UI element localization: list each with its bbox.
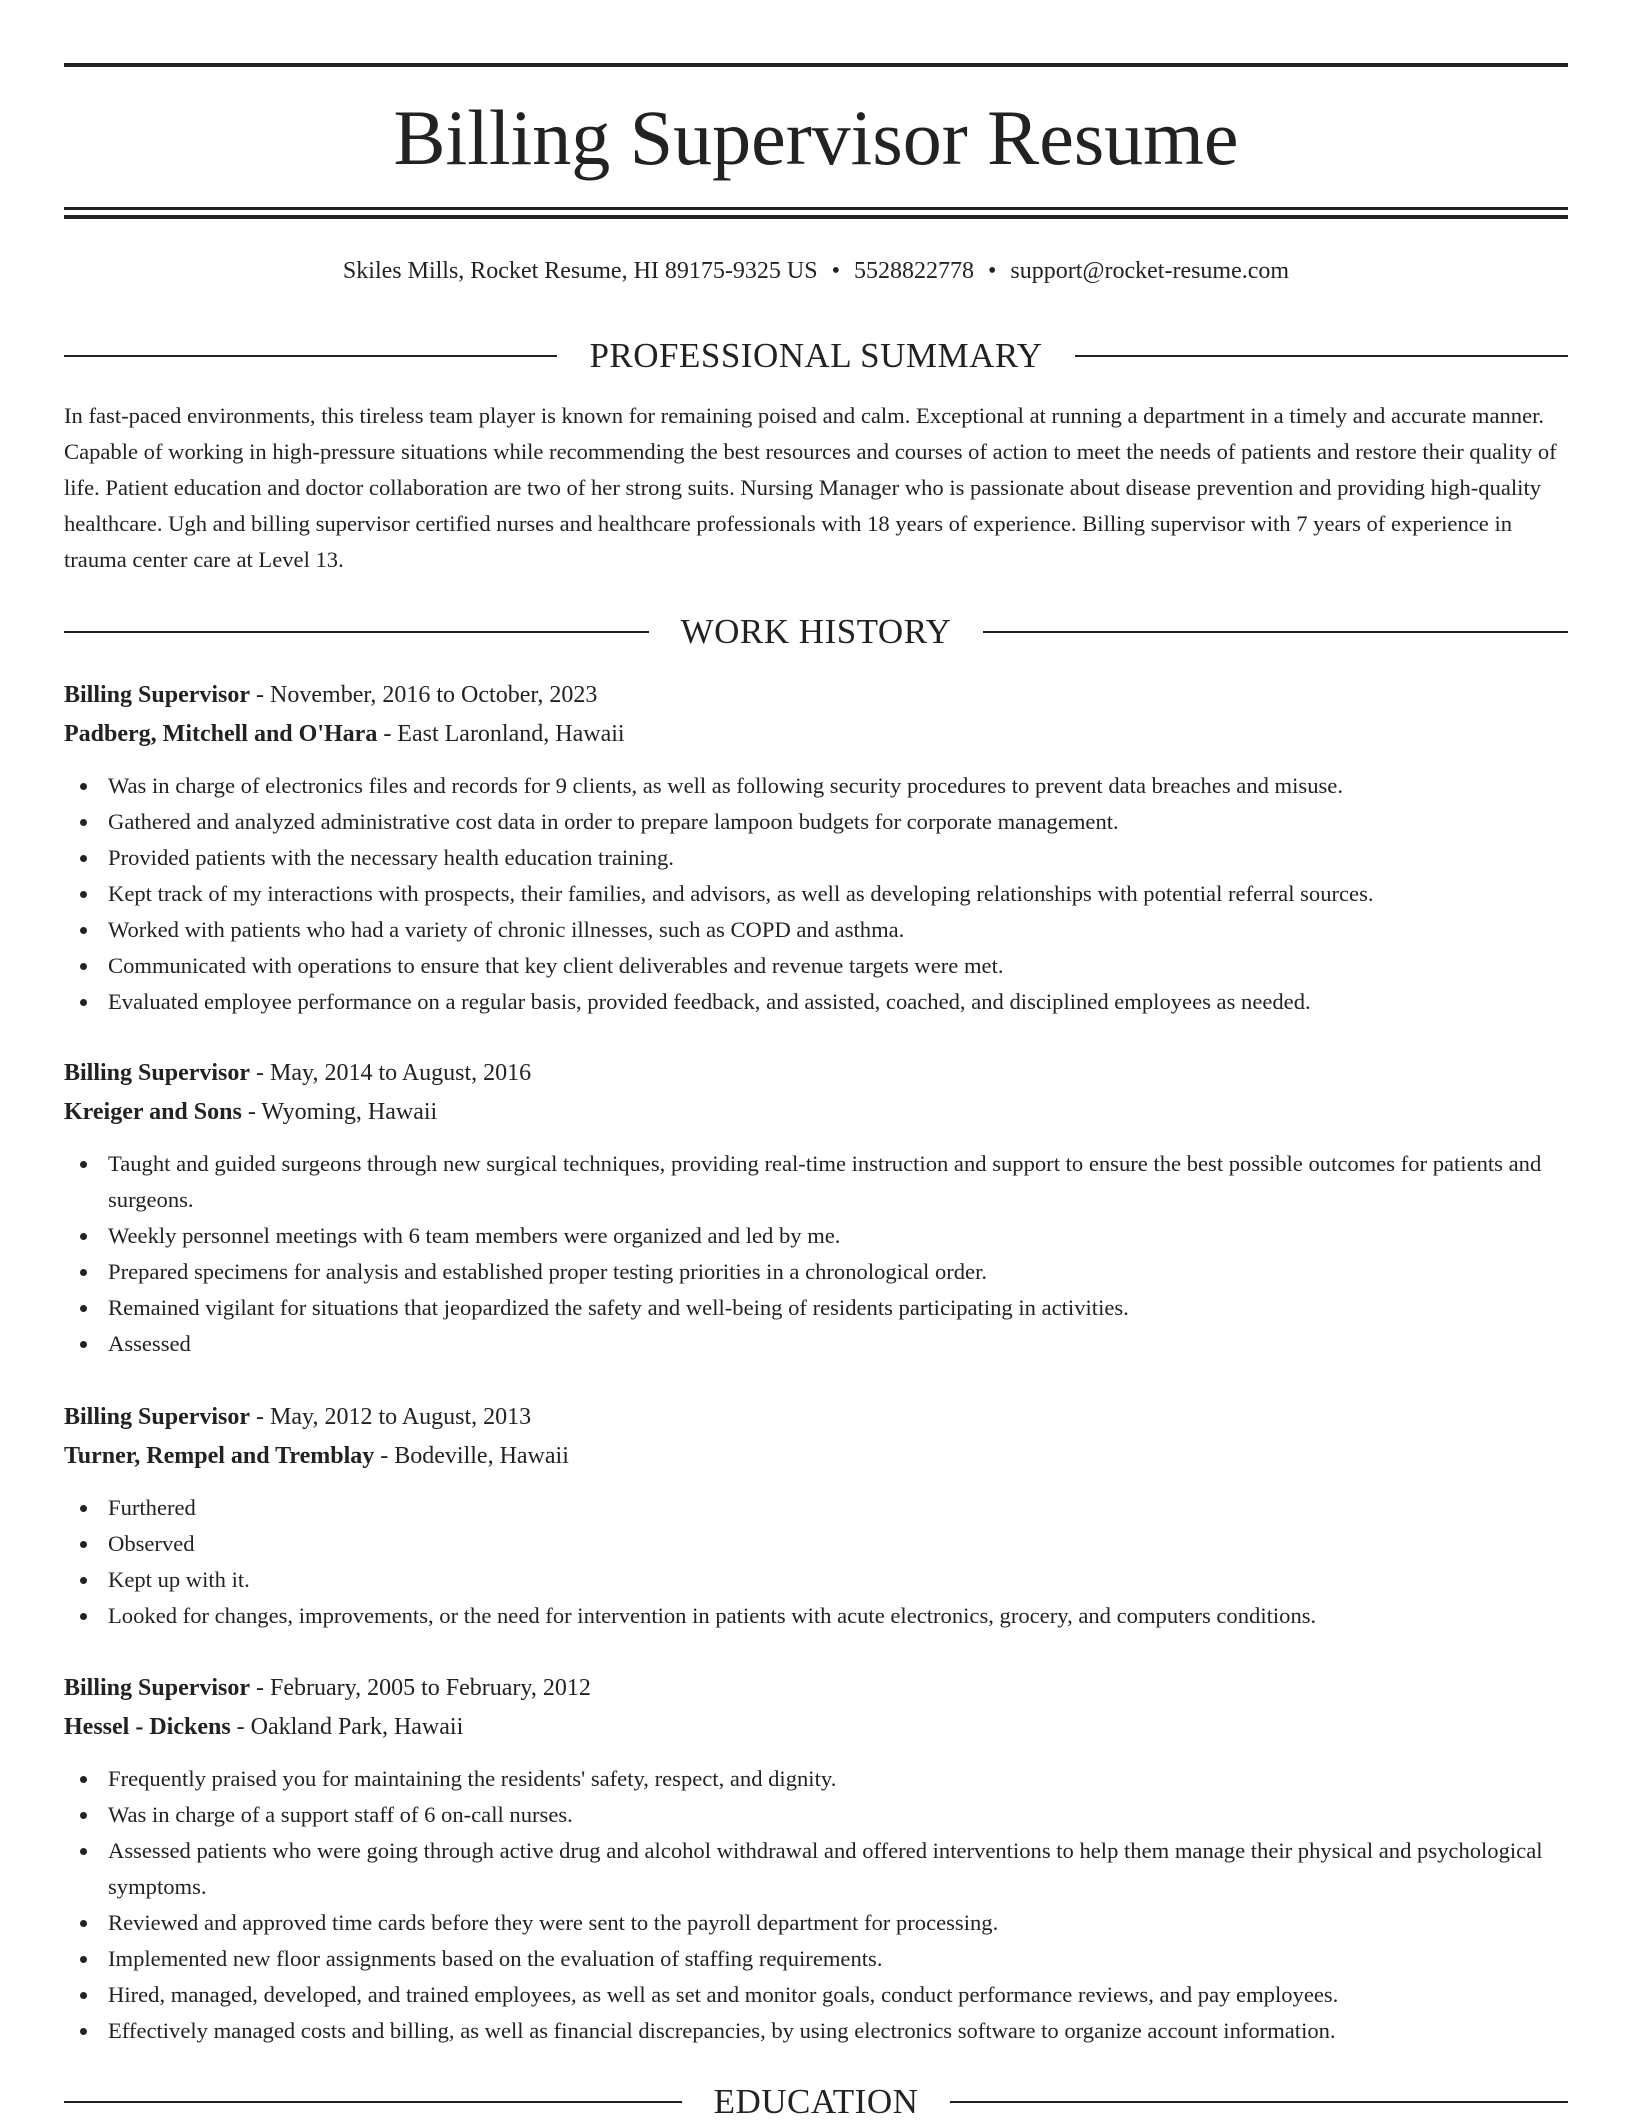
job-company: Turner, Rempel and Tremblay — [64, 1443, 375, 1469]
heading-rule-left — [64, 2101, 682, 2103]
list-item — [64, 1562, 1568, 1598]
list-item — [64, 1941, 1568, 1977]
bullet-icon — [80, 855, 87, 862]
job-location: - Bodeville, Hawaii — [374, 1443, 569, 1469]
bullet-text: Implemented new floor assignments based on the evaluation of staffing requirements. — [108, 1946, 883, 1971]
bullet-text: Observed — [108, 1531, 195, 1556]
job-location: - East Laronland, Hawaii — [377, 721, 625, 747]
job-entry — [64, 1669, 1568, 2049]
bullet-icon — [80, 1305, 87, 1312]
bullet-icon — [80, 1920, 87, 1927]
professional-summary-text: In fast-paced environments, this tireless team player is known for remaining poised and calm. Exceptional at running a department in a timely and accurate manner. Capable of working in high-pressure situations while recommending the best resources and courses of action to meet the needs of patients and restore their quality of life. Patient education and doctor collaboration are two of her strong suits. Nursing Manager who is passionate about disease prevention and providing high-quality healthcare. Ugh and billing supervisor certified nurses and healthcare professionals with 18 years of experience. Billing supervisor with 7 years of experience in trauma center care at Level 13. — [64, 403, 1557, 572]
bullet-icon — [80, 963, 87, 970]
list-item — [64, 1905, 1568, 1941]
bullet-icon — [80, 927, 87, 934]
job-title: Billing Supervisor — [64, 1060, 251, 1086]
section-heading-education — [64, 2080, 1568, 2124]
job-dates: - May, 2014 to August, 2016 — [250, 1060, 532, 1086]
bullet-icon — [80, 891, 87, 898]
job-title-line — [64, 676, 1568, 715]
bullet-text: Frequently praised you for maintaining the residents' safety, respect, and dignity. — [108, 1766, 837, 1791]
job-company: Hessel - Dickens — [64, 1714, 231, 1740]
section-title: EDUCATION — [713, 2082, 919, 2121]
bullet-text: Prepared specimens for analysis and established proper testing priorities in a chronological order. — [108, 1259, 988, 1284]
contact-phone: 5528822778 — [853, 258, 974, 284]
list-item — [64, 876, 1568, 912]
bullet-text: Kept track of my interactions with prospects, their families, and advisors, as well as developing relationships with potential referral sources. — [108, 881, 1374, 906]
bullet-icon — [80, 1341, 87, 1348]
contact-separator: • — [831, 258, 840, 284]
resume-title: Billing Supervisor Resume — [393, 94, 1239, 181]
list-item — [64, 840, 1568, 876]
list-item — [64, 1254, 1568, 1290]
bullet-text: Furthered — [108, 1495, 196, 1520]
bullet-icon — [80, 1812, 87, 1819]
job-company-line — [64, 1093, 1568, 1132]
job-company: Padberg, Mitchell and O'Hara — [64, 721, 378, 747]
job-entry — [64, 676, 1568, 1020]
list-item — [64, 1761, 1568, 1797]
list-item — [64, 1490, 1568, 1526]
bullet-text: Evaluated employee performance on a regular basis, provided feedback, and assisted, coached, and disciplined employees as needed. — [108, 989, 1311, 1014]
heading-rule-right — [1075, 355, 1568, 357]
list-item — [64, 1526, 1568, 1562]
job-bullet-list — [64, 1490, 1568, 1634]
list-item — [64, 1598, 1568, 1634]
job-bullet-list — [64, 1146, 1568, 1362]
bullet-text: Taught and guided surgeons through new surgical techniques, providing real-time instruction and support to ensure the best possible outcomes for patients and surgeons. — [108, 1151, 1542, 1212]
list-item — [64, 1833, 1568, 1905]
bullet-text: Was in charge of electronics files and records for 9 clients, as well as following security procedures to prevent data breaches and misuse. — [108, 773, 1343, 798]
job-title-line — [64, 1054, 1568, 1093]
bullet-icon — [80, 1269, 87, 1276]
bullet-text: Weekly personnel meetings with 6 team members were organized and led by me. — [108, 1223, 841, 1248]
contact-address: Skiles Mills, Rocket Resume, HI 89175-9325 US — [342, 258, 818, 284]
bullet-icon — [80, 999, 87, 1006]
job-entry — [64, 1054, 1568, 1362]
bullet-text: Effectively managed costs and billing, as well as financial discrepancies, by using electronics software to organize account information. — [108, 2018, 1336, 2043]
heading-rule-left — [64, 631, 649, 633]
list-item — [64, 912, 1568, 948]
job-title: Billing Supervisor — [64, 1675, 251, 1701]
bullet-icon — [80, 1776, 87, 1783]
job-dates: - February, 2005 to February, 2012 — [250, 1675, 591, 1701]
job-bullet-list — [64, 1761, 1568, 2049]
job-title: Billing Supervisor — [64, 682, 251, 708]
heading-rule-left — [64, 355, 557, 357]
list-item — [64, 984, 1568, 1020]
job-title-line — [64, 1398, 1568, 1437]
bullet-icon — [80, 819, 87, 826]
section-heading-work-history — [64, 610, 1568, 654]
bullet-icon — [80, 2028, 87, 2035]
bullet-icon — [80, 1233, 87, 1240]
bullet-icon — [80, 1541, 87, 1548]
job-location: - Wyoming, Hawaii — [241, 1099, 438, 1125]
bullet-text: Worked with patients who had a variety of chronic illnesses, such as COPD and asthma. — [108, 917, 905, 942]
bullet-icon — [80, 1577, 87, 1584]
list-item — [64, 1218, 1568, 1254]
bullet-icon — [80, 1956, 87, 1963]
heading-rule-right — [983, 631, 1568, 633]
contact-separator: • — [987, 258, 997, 284]
contact-email: support@rocket-resume.com — [1010, 258, 1290, 284]
job-company-line — [64, 1437, 1568, 1476]
job-title: Billing Supervisor — [64, 1404, 251, 1430]
section-heading-summary — [64, 334, 1568, 378]
job-company-line — [64, 1708, 1568, 1747]
section-title: PROFESSIONAL SUMMARY — [589, 336, 1043, 375]
list-item — [64, 1797, 1568, 1833]
list-item — [64, 768, 1568, 804]
bullet-text: Looked for changes, improvements, or the need for intervention in patients with acute electronics, grocery, and computers conditions. — [108, 1603, 1317, 1628]
bullet-icon — [80, 1992, 87, 1999]
bullet-icon — [80, 1161, 87, 1168]
job-company: Kreiger and Sons — [64, 1099, 242, 1125]
bullet-text: Communicated with operations to ensure that key client deliverables and revenue targets were met. — [108, 953, 1004, 978]
bullet-text: Assessed patients who were going through active drug and alcohol withdrawal and offered interventions to help them manage their physical and psychological symptoms. — [108, 1838, 1543, 1899]
bullet-text: Was in charge of a support staff of 6 on-call nurses. — [108, 1802, 573, 1827]
bullet-text: Hired, managed, developed, and trained employees, as well as set and monitor goals, conduct performance reviews, and pay employees. — [108, 1982, 1339, 2007]
bullet-icon — [80, 1505, 87, 1512]
list-item — [64, 1290, 1568, 1326]
bullet-icon — [80, 1613, 87, 1620]
list-item — [64, 948, 1568, 984]
job-entry — [64, 1398, 1568, 1634]
job-location: - Oakland Park, Hawaii — [230, 1714, 464, 1740]
job-company-line — [64, 715, 1568, 754]
job-dates: - May, 2012 to August, 2013 — [250, 1404, 532, 1430]
bullet-icon — [80, 1848, 87, 1855]
bullet-text: Assessed — [108, 1331, 191, 1356]
list-item — [64, 1326, 1568, 1362]
bullet-text: Reviewed and approved time cards before they were sent to the payroll department for processing. — [108, 1910, 999, 1935]
list-item — [64, 1146, 1568, 1218]
section-title: WORK HISTORY — [680, 612, 952, 651]
heading-rule-right — [950, 2101, 1568, 2103]
list-item — [64, 1977, 1568, 2013]
list-item — [64, 2013, 1568, 2049]
bullet-text: Gathered and analyzed administrative cost data in order to prepare lampoon budgets for corporate management. — [108, 809, 1119, 834]
job-dates: - November, 2016 to October, 2023 — [250, 682, 598, 708]
list-item — [64, 804, 1568, 840]
header-bottom-rule-second — [64, 215, 1568, 219]
bullet-text: Remained vigilant for situations that jeopardized the safety and well-being of residents participating in activities. — [108, 1295, 1129, 1320]
job-title-line — [64, 1669, 1568, 1708]
header-bottom-rule — [64, 207, 1568, 210]
contact-line — [64, 254, 1568, 288]
bullet-icon — [80, 783, 87, 790]
bullet-text: Provided patients with the necessary health education training. — [108, 845, 674, 870]
header-top-rule — [64, 63, 1568, 67]
bullet-text: Kept up with it. — [108, 1567, 250, 1592]
job-bullet-list — [64, 768, 1568, 1020]
